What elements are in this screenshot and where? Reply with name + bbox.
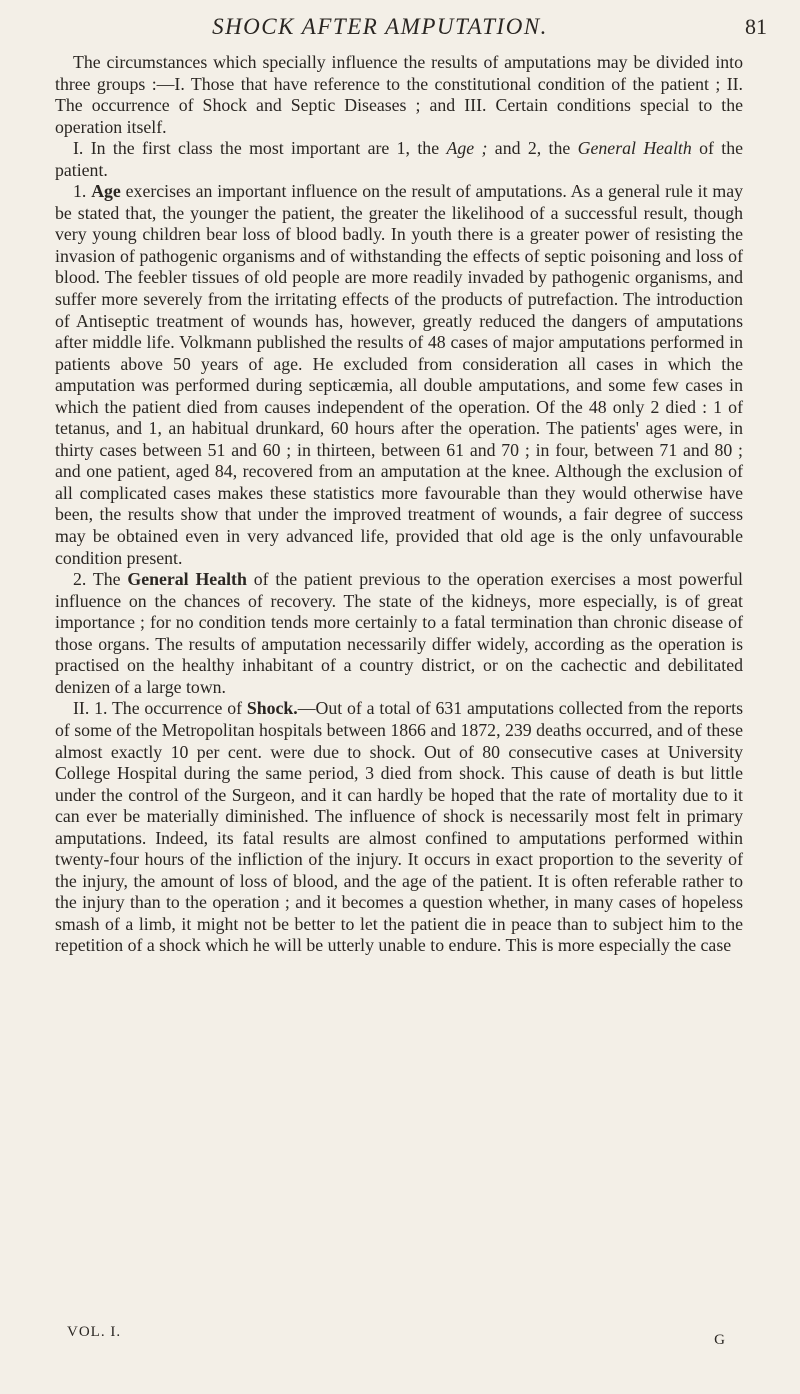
text-run: of the patient. — [55, 138, 744, 180]
term-general-health-italic: General Health — [577, 138, 692, 159]
paragraph-shock-text: —Out of a total of 631 amputations collected from the reports of some of the Metropolitan hospitals between 1866 and 1872, 239 deaths occurred, and of these almost exactly 10 per cent. were due to shock. Out of 80 consecutive cases at University College Hospital during the same period, 3 died from shock. This cause of death is but little under the control of the Surgeon, and it can hardly be hoped that the rate of mortality due to it can ever be materially diminished. The influence of shock is necessarily most felt in primary amputations. Indeed, its fatal results are almost confined to amputations performed within twenty-four hours of the infliction of the injury. It occurs in exact proportion to the severity of the injury, the amount of loss of blood, and the age of the patient. It is often referable rather to the injury than to the operation ; and it becomes a question whether, in many cases of hopeless smash of a limb, it might not be better to let the patient die in peace than to subject him to the repetition of a shock which he will be utterly unable to endure. This is more especially the case — [55, 698, 743, 956]
term-general-health-bold: General Health — [127, 569, 247, 590]
running-head — [0, 10, 800, 50]
running-title: SHOCK AFTER AMPUTATION. — [212, 14, 548, 39]
item-number: 1. — [73, 181, 92, 202]
item-number: 2. The — [73, 569, 128, 590]
text-run: and 2, the — [487, 138, 578, 159]
page-number: 81 — [745, 14, 767, 39]
paragraph-first-class — [55, 138, 743, 181]
item-number: II. 1. The occurrence of — [73, 698, 247, 719]
volume-label: VOL. I. — [67, 1324, 122, 1340]
term-shock-bold: Shock. — [246, 698, 298, 719]
body-text — [55, 52, 743, 957]
paragraph-age — [55, 181, 743, 569]
page-footer — [55, 1324, 743, 1348]
paragraph-age-text: exercises an important influence on the result of amputations. As a general rule it may be stated that, the younger the patient, the greater the likelihood of a successful result, though very young children bear loss of blood badly. In youth there is a greater power of resisting the invasion of pathogenic organisms and of withstanding the effects of septic poisoning and loss of blood. The feebler tissues of old people are more readily invaded by pathogenic organisms, and suffer more severely from the irritating effects of the products of putrefaction. The introduction of Antiseptic treatment of wounds has, however, greatly reduced the dangers of amputations after middle life. Volkmann published the results of 48 cases of major amputations performed in patients above 50 years of age. He excluded from consideration all cases in which the amputation was performed during septicæmia, all double amputations, and some few cases in which the patient died from causes independent of the operation. Of the 48 only 2 died : 1 of tetanus, and 1, an habitual drunkard, 60 hours after the operation. The patients' ages were, in thirty cases between 51 and 60 ; in thirteen, between 61 and 70 ; in four, between 71 and 80 ; and one patient, aged 84, recovered from an amputation at the knee. Although the exclusion of all complicated cases makes these statistics more favourable than they would otherwise have been, the results show that under the improved treatment of wounds, a fair degree of success may be obtained even in very advanced life, provided that old age is the only unfavourable condition present. — [55, 181, 743, 568]
paragraph-general-health — [55, 569, 743, 698]
term-age-bold: Age — [91, 181, 121, 202]
paragraph-general-health-text: of the patient previous to the operation exercises a most powerful influence on the chances of recovery. The state of the kidneys, more especially, is of great importance ; for no condition tends more certainly to a fatal termination than chronic disease of those organs. The results of amputation necessarily differ widely, according as the operation is practised on the healthy inhabitant of a country district, or on the cachectic and debilitated denizen of a large town. — [55, 569, 743, 697]
paragraph-shock — [55, 698, 743, 957]
paragraph-intro: The circumstances which specially influence the results of amputations may be divided into three groups :—I. Those that have reference to the constitutional condition of the patient ; II. The occurrence of Shock and Septic Diseases ; and III. Certain conditions special to the operation itself. — [55, 52, 743, 137]
term-age-italic: Age ; — [446, 138, 488, 159]
text-run: I. In the first class the most important are 1, the — [73, 138, 447, 159]
signature-mark: G — [714, 1332, 725, 1348]
